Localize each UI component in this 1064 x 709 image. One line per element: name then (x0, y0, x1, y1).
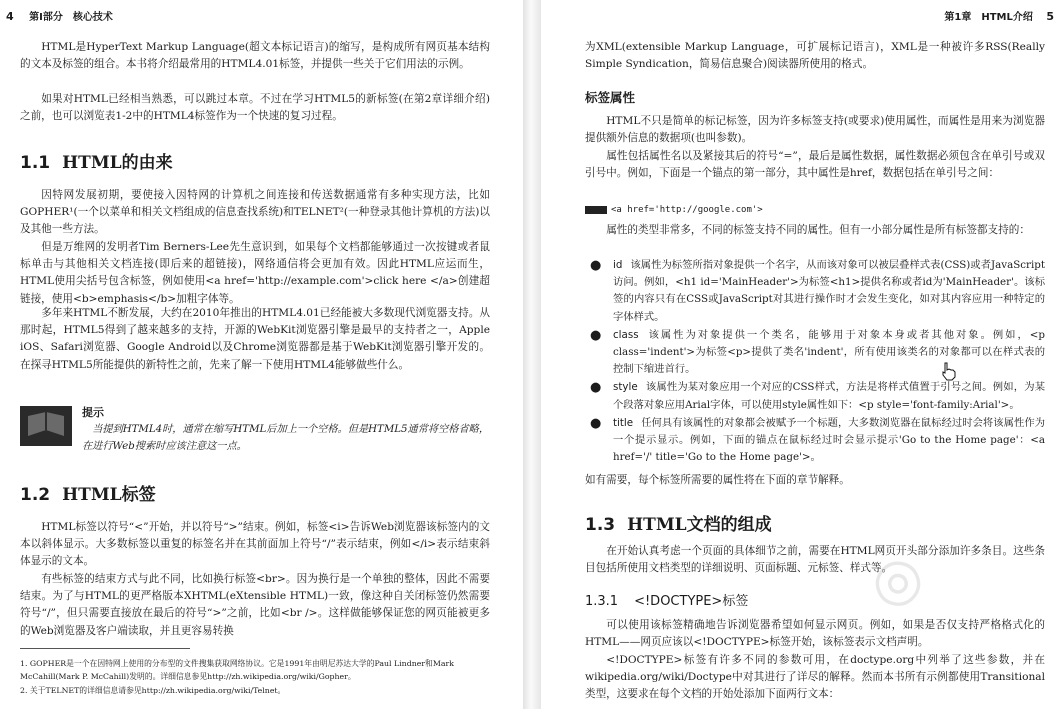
bullet-icon: ● (590, 258, 602, 273)
attr-paragraph-4: 如有需要，每个标签所需要的属性将在下面的章节解释。 (585, 474, 850, 486)
footnote-rule (20, 648, 190, 649)
code-example-text: <a href='http://google.com'> (611, 205, 763, 215)
section-1-3-1-heading (585, 590, 748, 609)
section-number: 1.1 (20, 153, 51, 173)
s131-paragraph-2: <!DOCTYPE>标签有许多不同的参数可用，在doctype.org中列举了这些参数，并在wikipedia.org/wiki/Doctype中对其进行了详尽的解释。然而本书所有示例都使用Transitional类型，这要求在每个文档的开始处添加下面两行文本： (585, 654, 1045, 701)
left-page-number: 4 (6, 10, 14, 23)
bullet-icon: ● (590, 415, 602, 431)
attribute-term: id (613, 259, 623, 271)
bullet-icon: ● (590, 327, 602, 343)
code-example (585, 205, 763, 215)
right-running-header (944, 8, 1054, 23)
s131-paragraph-1: 可以使用该标签精确地告诉浏览器希望如何显示网页。例如，如果是否仅支持严格格式化的HTML——网页应该以<!DOCTYPE>标签开始，该标签表示文档声明。 (585, 619, 1045, 649)
section-1-2-heading (20, 480, 156, 505)
right-page (541, 0, 1064, 709)
bullet-icon: ● (590, 380, 602, 396)
attribute-desc: 任何具有该属性的对象都会被赋予一个标题，大多数浏览器在鼠标经过时会将该属性作为一个提示显示。例如，下面的锚点在鼠标经过时会显示提示'Go to the Home page'：<a href='/' title='Go to the Home page'>。 (613, 416, 1045, 464)
tip-body: 当提到HTML4时，通常在缩写HTML后加上一个空格。但是HTML5通常将空格省略，在进行Web搜索时应该注意这一点。 (82, 424, 490, 452)
section-title: HTML文档的组成 (627, 515, 772, 535)
attribute-item-style (585, 379, 1045, 413)
section-1-3-heading (585, 510, 772, 535)
attr-paragraph-3: 属性的类型非常多，不同的标签支持不同的属性。但有一小部分属性是所有标签都支持的： (606, 224, 1030, 236)
attribute-item-id (585, 257, 1045, 326)
tip-book-icon (20, 406, 72, 446)
footnote-2: 2. 关于TELNET的详细信息请参见http://zh.wikipedia.org/wiki/Telnet。 (20, 686, 286, 695)
attribute-term: class (613, 328, 639, 341)
right-page-number: 5 (1046, 10, 1054, 23)
attribute-term: style (613, 381, 638, 394)
left-running-header (6, 8, 113, 23)
subsection-number: 1.3.1 (585, 594, 619, 609)
attribute-desc: 该属性为某对象应用一个对应的CSS样式，方法是将样式值置于引号之间。例如，为某个段落对象应用Arial字体，可以使用style属性如下：<p style='font-family:Arial'>。 (613, 381, 1045, 411)
section-number: 1.3 (585, 515, 616, 535)
right-header-chapter: 第1章 HTML介绍 (944, 12, 1033, 23)
s11-paragraph-1: 因特网发展初期，要使接入因特网的计算机之间连接和传送数据通常有多种实现方法，比如GOPHER¹(一个以菜单和相关文档组成的信息查找系统)和TELNET²(一种登录其他计算机的方法)以及其他一些方法。 (20, 189, 490, 236)
watermark-seal: ◎ (860, 538, 932, 620)
intro-paragraph-2: 如果对HTML已经相当熟悉，可以跳过本章。不过在学习HTML5的新标签(在第2章详细介绍)之前，也可以浏览表1-2中的HTML4标签作为一个快速的复习过程。 (20, 93, 490, 123)
section-title: HTML标签 (62, 485, 156, 505)
left-page (0, 0, 523, 709)
attribute-desc: 该属性为标签所指对象提供一个名字，从而该对象可以被层叠样式表(CSS)或者JavaScript访问。例如，<h1 id='MainHeader'>为标签<h1>提供名称或者id为'MainHeader'。该标签的内容只有在CSS或JavaScript对其进行操作时才会发生变化，如对其内容应用一种特定的字体样式。 (613, 259, 1045, 323)
section-title: HTML的由来 (62, 153, 173, 173)
attributes-heading: 标签属性 (585, 90, 636, 105)
section-number: 1.2 (20, 485, 51, 505)
hand-pointer-cursor-icon (939, 361, 959, 381)
tip-title: 提示 (82, 406, 104, 419)
attribute-item-title (585, 415, 1045, 467)
section-1-1-heading (20, 148, 173, 173)
s11-paragraph-2: 但是万维网的发明者Tim Berners-Lee先生意识到，如果每个文档都能够通过一次按键或者鼠标单击与其他相关文档连接(即后来的超链接)，网络通信将会更加有效。因此HTML应运而生，HTML使用尖括号包含标签，例如使用<a href='http://example.com'>click here </a>创建超链接，使用<b>emphasis</b>加粗字体等。 (20, 241, 490, 305)
continued-paragraph: 为XML(extensible Markup Language，可扩展标记语言)，XML是一种被许多RSS(Really Simple Syndication，简易信息聚合)阅读器所使用的格式。 (585, 41, 1045, 71)
attribute-desc: 该属性为对象提供一个类名，能够用于对象本身或者其他对象。例如，<p class='indent'>为标签<p>提供了类名'indent'，所有使用该类名的对象都可以在样式表的控制下缩进首行。 (613, 328, 1045, 376)
s12-paragraph-2: 有些标签的结束方式与此不同，比如换行标签<br>。因为换行是一个单独的整体，因此不需要结束。为了与HTML的更严格版本XHTML(eXtensible HTML)一致，像这种自关闭标签仍然需要符号“/”，但只需要直接放在最后的符号“>”之前，比如<br />。这样做能够保证您的网页能被更多的Web浏览器及客户端读取，并且更容易转换 (20, 573, 490, 637)
attribute-list (585, 257, 1045, 467)
attribute-item-class (585, 327, 1045, 379)
attr-paragraph-1: HTML不只是简单的标记标签，因为许多标签支持(或要求)使用属性，而属性是用来为浏览器提供额外信息的数据项(也叫参数)。 (585, 115, 1045, 145)
code-marker-icon (585, 206, 607, 214)
intro-paragraph-1: HTML是HyperText Markup Language(超文本标记语言)的缩写，是构成所有网页基本结构的文本及标签的组合。本书将介绍最常用的HTML4.01标签，并提供一些关于它们用法的示例。 (20, 41, 490, 71)
s13-paragraph-1: 在开始认真考虑一个页面的具体细节之前，需要在HTML网页开头部分添加许多条目。这些条目包括所使用文档类型的详细说明、页面标题、元标签、样式等。 (585, 545, 1045, 575)
footnote-1: 1. GOPHER是一个在因特网上使用的分布型的文件搜集获取网络协议。它是1991年由明尼苏达大学的Paul Lindner和Mark McCahill(Mark P. McCahill)发明的。详细信息参见http://zh.wikipedia.org/wiki/Gopher。 (20, 659, 454, 681)
s12-paragraph-1: HTML标签以符号“<”开始，并以符号“>”结束。例如，标签<i>告诉Web浏览器该标签内的文本以斜体显示。大多数标签以重复的标签名并在其前面加上符号“/”表示结束，例如</i>表示结束斜体显示的文本。 (20, 521, 490, 568)
s11-paragraph-3: 多年来HTML不断发展，大约在2010年推出的HTML4.01已经能被大多数现代浏览器支持。从那时起，HTML5得到了越来越多的支持，开源的WebKit浏览器引擎是最早的支持者之一，Apple iOS、Safari浏览器、Google Android以及Chrome浏览器都是基于WebKit浏览器引擎开发的。在探寻HTML5所能提供的新特性之前，先来了解一下使用HTML4能够做些什么。 (20, 307, 490, 371)
subsection-title: <!DOCTYPE>标签 (634, 594, 749, 609)
left-header-part: 第Ⅰ部分 核心技术 (29, 12, 113, 23)
attribute-term: title (613, 416, 634, 429)
attr-paragraph-2: 属性包括属性名以及紧接其后的符号“=”，最后是属性数据，属性数据必须包含在单引号或双引号中。例如，下面是一个锚点的第一部分，其中属性是href，数据包括在单引号之间： (585, 150, 1045, 180)
book-spine (523, 0, 541, 709)
